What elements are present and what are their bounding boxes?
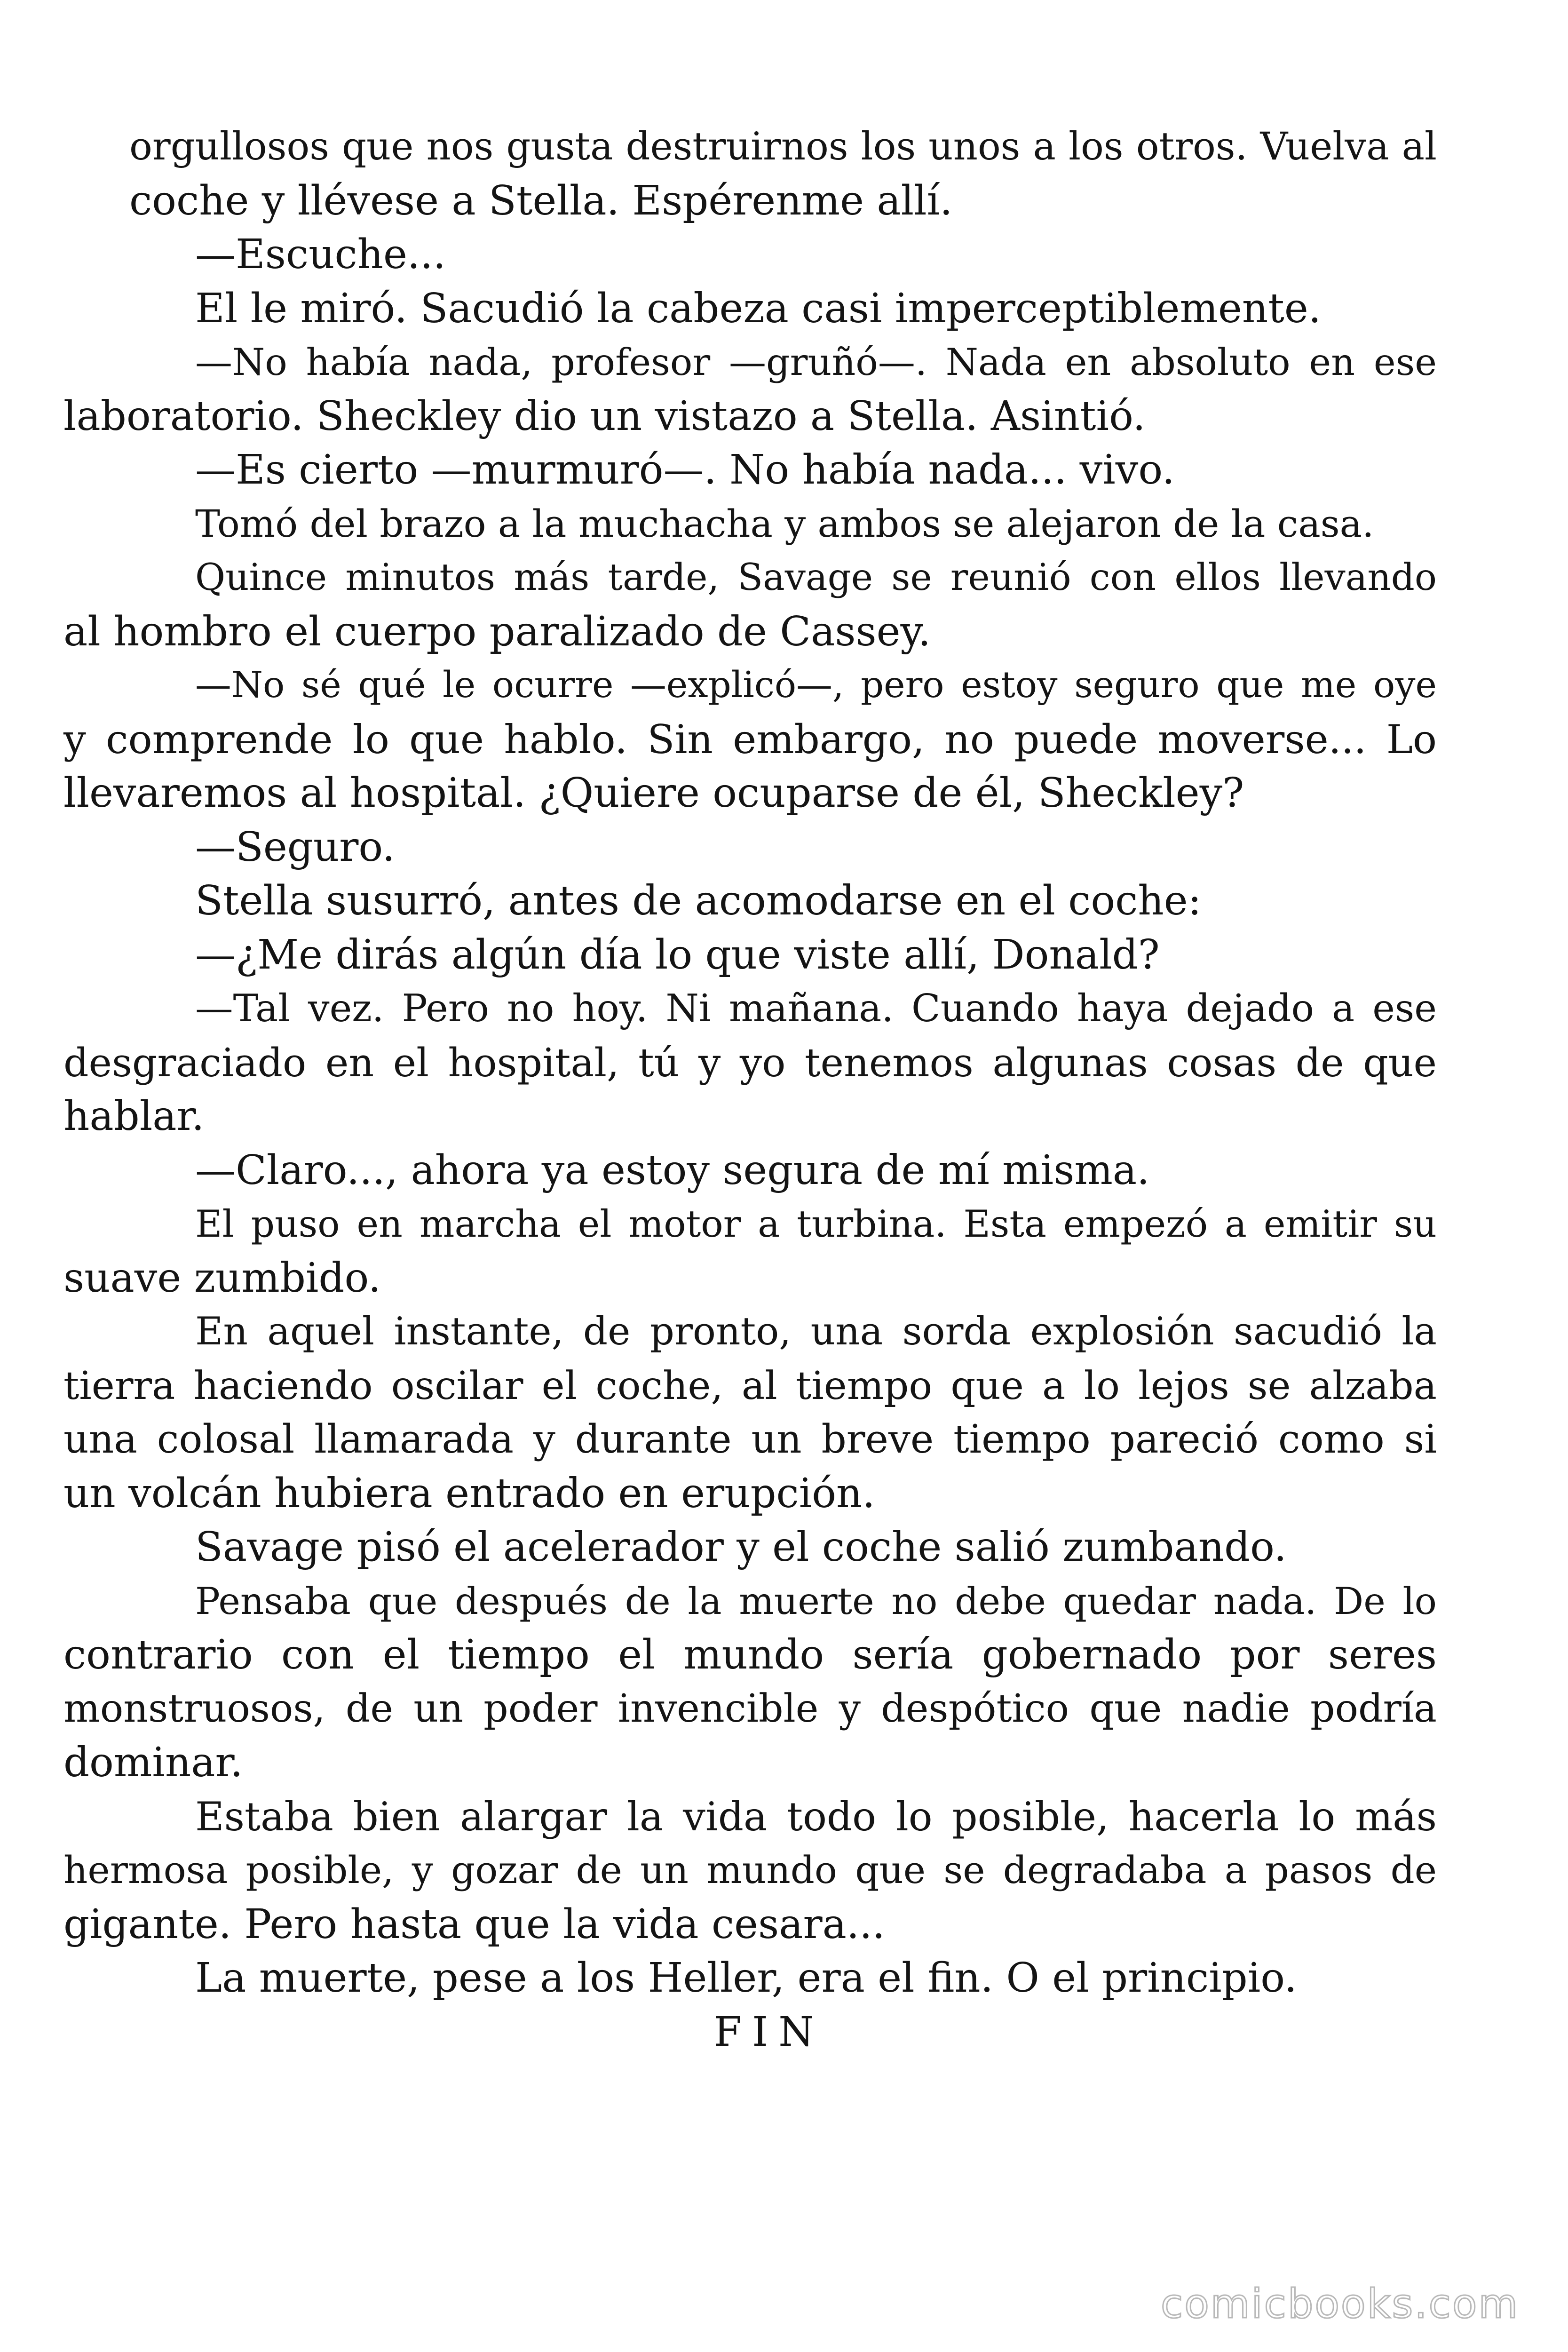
paragraph bbox=[129, 1144, 1437, 1198]
text-line: tierra haciendo oscilar el coche, al tiempo que a lo lejos se alzaba bbox=[63, 1362, 1437, 1408]
text-line: En aquel instante, de pronto, una sorda explosión sacudió la bbox=[195, 1309, 1437, 1354]
body-text bbox=[63, 120, 1437, 2059]
text-line: hablar. bbox=[63, 1093, 205, 1140]
text-line: —Escuche... bbox=[195, 231, 446, 278]
text-line: y comprende lo que hablo. Sin embargo, no puede moverse... Lo bbox=[63, 715, 1437, 763]
text-line: Estaba bien alargar la vida todo lo posible, hacerla lo más bbox=[195, 1793, 1437, 1840]
text-line: —No sé qué le ocurre —explicó—, pero estoy seguro que me oye bbox=[195, 664, 1437, 706]
text-line: Stella susurró, antes de acomodarse en el coche: bbox=[195, 877, 1202, 924]
text-line: suave zumbido. bbox=[63, 1254, 381, 1302]
paragraph bbox=[129, 1951, 1437, 2005]
text-line: Savage pisó el acelerador y el coche salió zumbando. bbox=[195, 1524, 1287, 1571]
text-line: al hombro el cuerpo paralizado de Cassey. bbox=[63, 608, 931, 655]
text-line: La muerte, pese a los Heller, era el fin. O el principio. bbox=[195, 1955, 1297, 2002]
text-line: un volcán hubiera entrado en erupción. bbox=[63, 1470, 875, 1517]
text-line: contrario con el tiempo el mundo sería gobernado por seres bbox=[63, 1631, 1437, 1678]
text-line: Pensaba que después de la muerte no debe quedar nada. De lo bbox=[195, 1579, 1437, 1623]
paragraph bbox=[129, 820, 1437, 874]
paragraph bbox=[129, 228, 1437, 282]
text-line: orgullosos que nos gusta destruirnos los unos a los otros. Vuelva al bbox=[129, 125, 1437, 169]
paragraph bbox=[129, 282, 1437, 336]
text-line: —Seguro. bbox=[195, 823, 395, 871]
text-line: llevaremos al hospital. ¿Quiere ocuparse de él, Sheckley? bbox=[63, 770, 1244, 817]
text-line: coche y llévese a Stella. Espérenme allí. bbox=[129, 177, 953, 224]
text-line: El le miró. Sacudió la cabeza casi imperceptiblemente. bbox=[195, 285, 1322, 332]
text-line: Quince minutos más tarde, Savage se reunió con ellos llevando bbox=[195, 556, 1437, 599]
paragraph bbox=[129, 120, 1437, 228]
paragraph bbox=[129, 874, 1437, 928]
text-line: El puso en marcha el motor a turbina. Esta empezó a emitir su bbox=[195, 1202, 1437, 1246]
paragraph bbox=[129, 1520, 1437, 1574]
paragraph bbox=[63, 1305, 1437, 1520]
text-line: —Es cierto —murmuró—. No había nada... vivo. bbox=[195, 446, 1175, 493]
text-line: —¿Me dirás algún día lo que viste allí, Donald? bbox=[195, 931, 1160, 978]
text-line: laboratorio. Sheckley dio un vistazo a Stella. Asintió. bbox=[63, 392, 1146, 440]
paragraph bbox=[63, 551, 1437, 659]
paragraph bbox=[63, 982, 1437, 1144]
text-line: Tomó del brazo a la muchacha y ambos se alejaron de la casa. bbox=[195, 501, 1374, 546]
text-line: monstruosos, de un poder invencible y despótico que nadie podría bbox=[63, 1686, 1437, 1731]
text-line: gigante. Pero hasta que la vida cesara... bbox=[63, 1900, 885, 1948]
text-line: hermosa posible, y gozar de un mundo que se degradaba a pasos de bbox=[63, 1848, 1437, 1892]
text-line: —No había nada, profesor —gruñó—. Nada en absoluto en ese bbox=[195, 341, 1437, 384]
paragraph bbox=[129, 497, 1437, 551]
paragraph bbox=[129, 928, 1437, 982]
paragraph bbox=[63, 1574, 1437, 1790]
text-line: una colosal llamarada y durante un breve tiempo pareció como si bbox=[63, 1416, 1437, 1462]
text-line: desgraciado en el hospital, tú y yo tenemos algunas cosas de que bbox=[63, 1039, 1437, 1086]
watermark-logo: comicbooks.com bbox=[1161, 2280, 1520, 2328]
paragraph bbox=[63, 1197, 1437, 1305]
paragraph bbox=[63, 335, 1437, 443]
end-mark: FIN bbox=[713, 2008, 824, 2056]
text-line: —Claro..., ahora ya estoy segura de mí misma. bbox=[195, 1146, 1150, 1194]
text-line: dominar. bbox=[63, 1739, 243, 1786]
paragraph bbox=[63, 1790, 1437, 1952]
paragraph bbox=[63, 659, 1437, 820]
paragraph bbox=[129, 443, 1437, 497]
text-line: —Tal vez. Pero no hoy. Ni mañana. Cuando haya dejado a ese bbox=[195, 986, 1437, 1031]
